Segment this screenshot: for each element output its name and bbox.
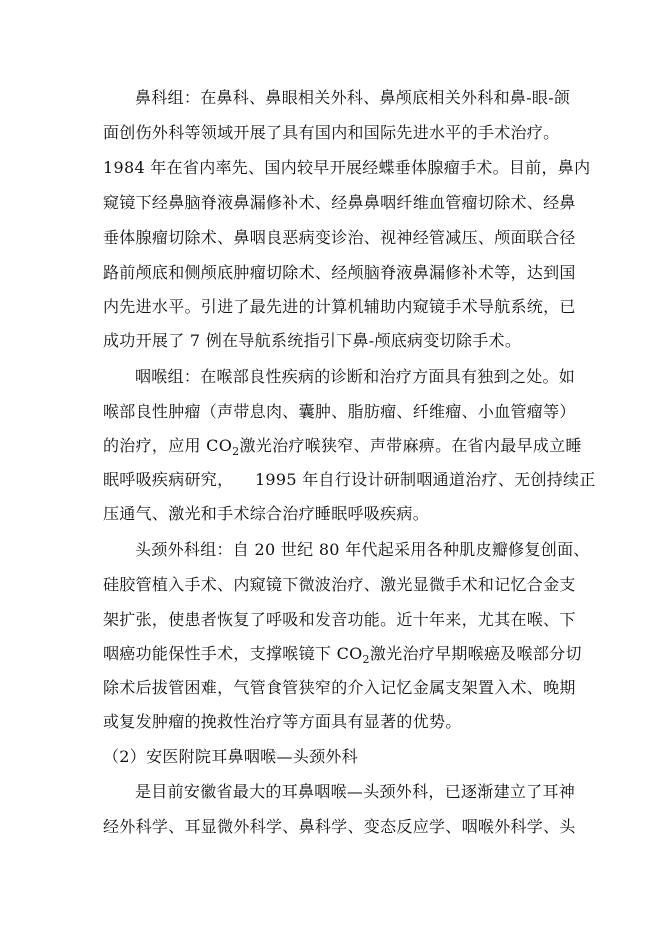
anhui-para-line-1: 是目前安徽省最大的耳鼻咽喉—头颈外科，已逐渐建立了耳神 [135, 782, 576, 801]
throat-para-line-5: 压通气、激光和手术综合治疗睡眠呼吸疾病。 [103, 504, 430, 523]
headneck-para-line-6: 或复发肿瘤的挽救性治疗等方面具有显著的优势。 [103, 712, 462, 731]
section-heading: （2）安医附院耳鼻咽喉—头颈外科 [103, 747, 358, 766]
throat-para-line-3 [103, 434, 582, 458]
nasal-para-line-5: 垂体腺瘤切除术、鼻咽良恶病变诊治、视神经管减压、颅面联合径 [103, 228, 576, 247]
co2-subscript: 2 [362, 653, 370, 666]
throat-line3-text-a: 的治疗，应用 CO [103, 436, 233, 455]
throat-para-line-4: 眠呼吸疾病研究， 1995 年自行设计研制咽通道治疗、无创持续正 [103, 470, 596, 489]
nasal-para-line-6: 路前颅底和侧颅底肿瘤切除术、经颅脑脊液鼻漏修补术等，达到国 [103, 263, 576, 282]
headneck-para-line-2: 硅胶管植入手术、内窥镜下微波治疗、激光显微手术和记忆合金支 [103, 575, 576, 594]
throat-para-line-1: 咽喉组：在喉部良性疾病的诊断和治疗方面具有独到之处。如 [135, 367, 576, 386]
headneck-para-line-3: 架扩张，使患者恢复了呼吸和发音功能。近十年来，尤其在喉、下 [103, 610, 576, 629]
co2-subscript: 2 [232, 445, 240, 458]
nasal-para-line-4: 窥镜下经鼻脑脊液鼻漏修补术、经鼻鼻咽纤维血管瘤切除术、经鼻 [103, 193, 576, 212]
headneck-para-line-5: 除术后拔管困难，气管食管狭窄的介入记忆金属支架置入术、晚期 [103, 678, 576, 697]
headneck-line4-text-b: 激光治疗早期喉癌及喉部分切 [369, 644, 582, 663]
nasal-para-line-7: 内先进水平。引进了最先进的计算机辅助内窥镜手术导航系统，已 [103, 297, 576, 316]
headneck-para-line-4 [103, 642, 582, 666]
nasal-para-line-8: 成功开展了 7 例在导航系统指引下鼻-颅底病变切除手术。 [103, 331, 522, 350]
nasal-para-line-3: 1984 年在省内率先、国内较早开展经蝶垂体腺瘤手术。目前，鼻内 [103, 158, 591, 177]
nasal-para-line-1: 鼻科组：在鼻科、鼻眼相关外科、鼻颅底相关外科和鼻-眼-颌 [135, 88, 571, 107]
anhui-para-line-2: 经外科学、耳显微外科学、鼻科学、变态反应学、咽喉外科学、头 [103, 817, 576, 836]
headneck-line4-text-a: 咽癌功能保性手术，支撑喉镜下 CO [103, 644, 363, 663]
headneck-para-line-1: 头颈外科组：自 20 世纪 80 年代起采用各种肌皮瓣修复创面、 [135, 540, 590, 559]
throat-line3-text-b: 激光治疗喉狭窄、声带麻痹。在省内最早成立睡 [239, 436, 582, 455]
nasal-para-line-2: 面创伤外科等领域开展了具有国内和国际先进水平的手术治疗。 [103, 123, 560, 142]
throat-para-line-2: 喉部良性肿瘤（声带息肉、囊肿、脂肪瘤、纤维瘤、小血管瘤等） [103, 402, 576, 421]
